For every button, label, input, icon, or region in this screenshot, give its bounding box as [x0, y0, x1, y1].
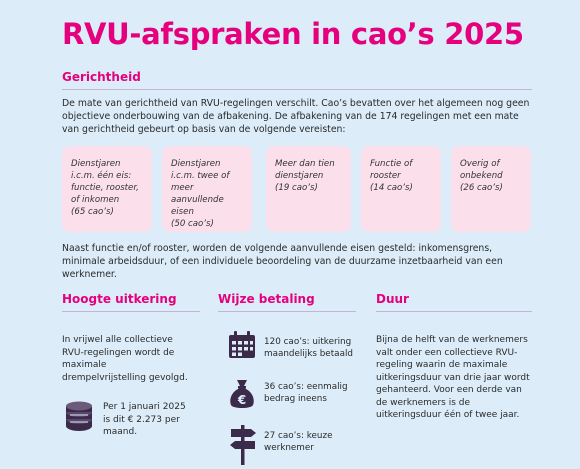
signpost-icon: [228, 423, 258, 469]
gerichtheid-note: Naast functie en/of rooster, worden de volgende aanvullende eisen gesteld: inkomensgrens, minimale arbeidsduur, of een individuele beoordeling van de duurzame inzetbaarheid van een werknemer.: [62, 243, 503, 280]
criteria-card-label: Meer dan tien dienstjaren: [275, 159, 335, 181]
coin-stack-icon: [64, 401, 94, 437]
criteria-card-label: Overig of onbekend: [460, 159, 503, 181]
criteria-card-count: (65 cao’s): [71, 207, 114, 217]
duur-divider: [376, 311, 532, 312]
criteria-card: [451, 146, 531, 232]
criteria-card-count: (19 cao’s): [275, 183, 318, 193]
calendar-icon: [227, 330, 257, 364]
criteria-card-label: Functie of rooster: [370, 159, 413, 181]
criteria-card-label: Dienstjaren i.c.m. één eis: functie, rooster, of inkomen: [71, 159, 139, 205]
hoogte-heading: Hoogte uitkering: [62, 292, 177, 306]
criteria-card: [266, 146, 351, 232]
hoogte-text: In vrijwel alle collectieve RVU-regelingen wordt de maximale drempelvrijstelling gevolgd.: [62, 335, 188, 383]
hoogte-coin-text: Per 1 januari 2025 is dit € 2.273 per maand.: [103, 402, 186, 437]
betaling-item-text: 120 cao’s: uitkering maandelijks betaald: [264, 337, 353, 359]
betaling-item-text: 36 cao’s: eenmalig bedrag ineens: [264, 382, 348, 404]
duur-text: Bijna de helft van de werknemers valt onder een collectieve RVU-regeling waarin de maximale uitkeringsduur van drie jaar wordt gehanteerd. Voor een derde van de werknemers is de uitkeringsduur één of twee jaar.: [376, 335, 530, 420]
gerichtheid-intro: De mate van gerichtheid van RVU-regelingen verschilt. Cao’s bevatten over het algemeen nog geen objectieve onderbouwing van de afbakening. De afbakening van de 174 regelingen met een mate van gerichtheid gebeurt op basis van de volgende vereisten:: [62, 98, 530, 135]
gerichtheid-divider: [62, 89, 532, 90]
criteria-card: [162, 146, 252, 232]
duur-heading: Duur: [376, 292, 409, 306]
criteria-card-count: (26 cao’s): [460, 183, 503, 193]
criteria-card-count: (50 cao’s): [171, 219, 214, 229]
money-bag-icon: [228, 378, 256, 414]
betaling-item-text: 27 cao’s: keuze werknemer: [264, 431, 333, 453]
criteria-card-count: (14 cao’s): [370, 183, 413, 193]
page-title: RVU-afspraken in cao’s 2025: [62, 17, 524, 51]
criteria-card: [361, 146, 441, 232]
hoogte-divider: [62, 311, 200, 312]
betaling-heading: Wijze betaling: [218, 292, 315, 306]
criteria-card: [62, 146, 152, 232]
criteria-card-label: Dienstjaren i.c.m. twee of meer aanvullende eisen: [171, 159, 230, 217]
svg-text:€: €: [237, 393, 247, 407]
betaling-divider: [218, 311, 356, 312]
gerichtheid-heading: Gerichtheid: [62, 70, 141, 84]
